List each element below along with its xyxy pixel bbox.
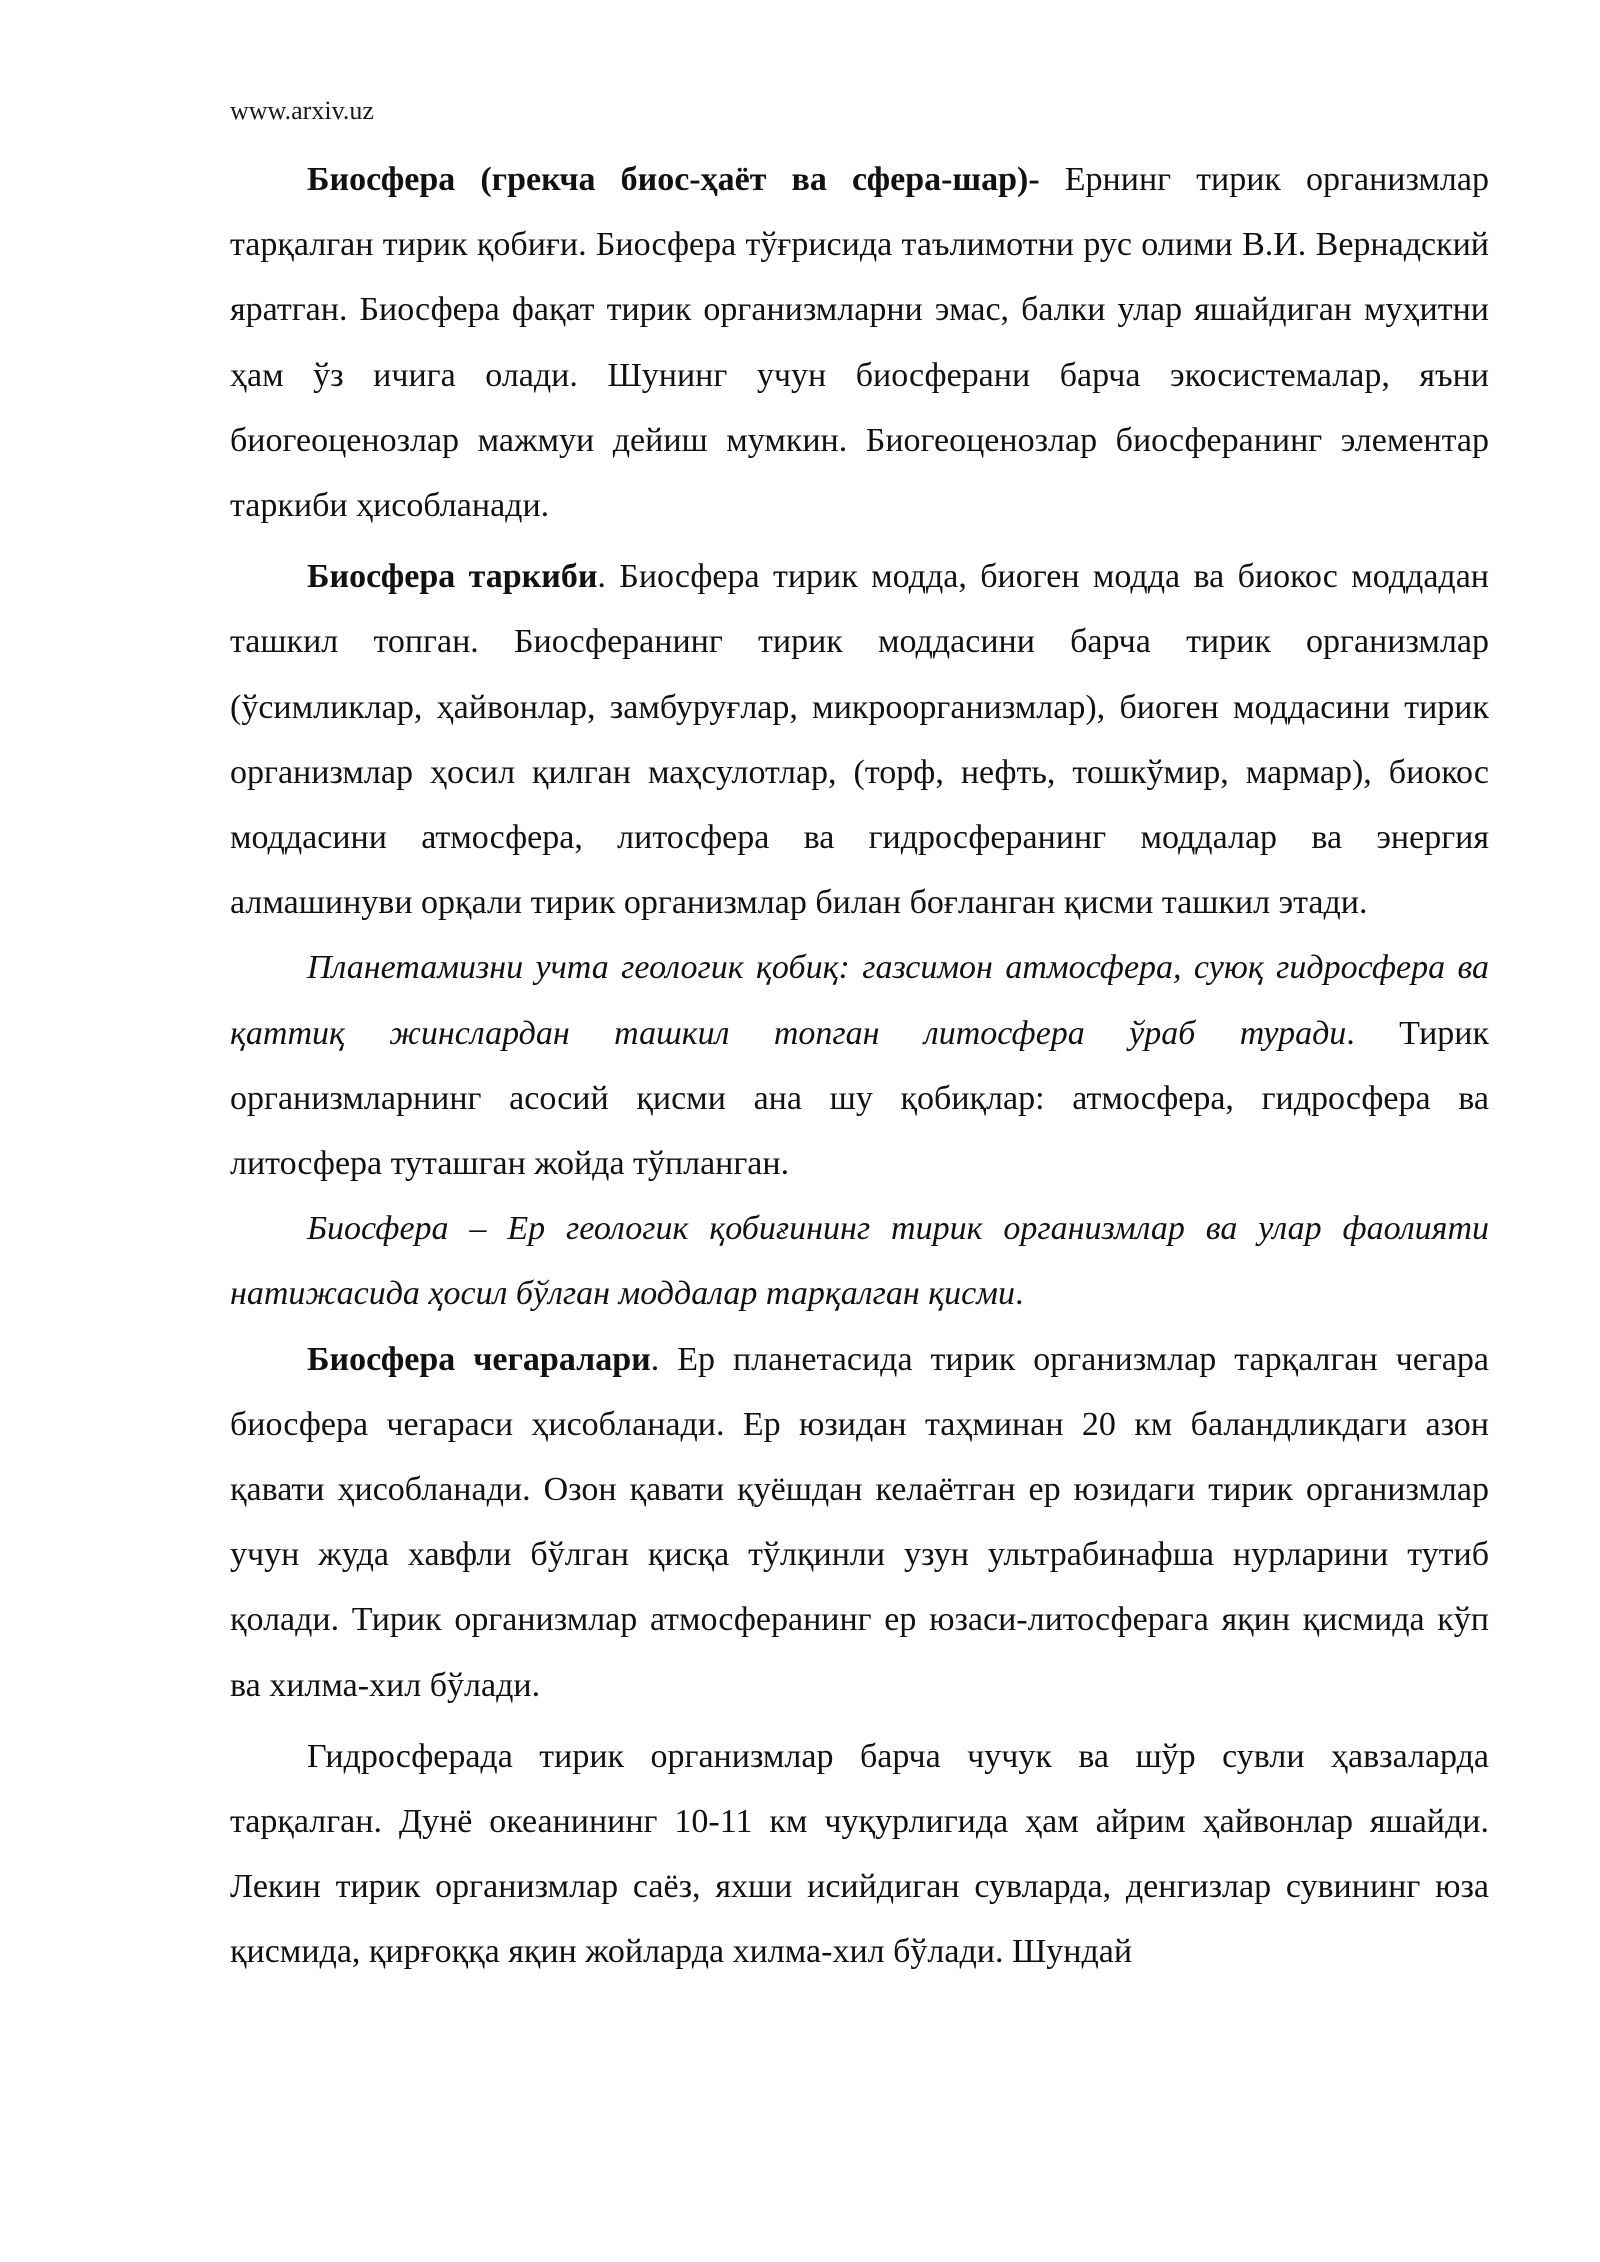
- paragraph-text: . Ер планетасида тирик организмлар тарқалган чегара биосфера чегараси ҳисобланади. Ер юзидан таҳминан 20 км баландликдаги азон қавати ҳисобланади. Озон қавати қуёшдан келаётган ер юзидаги тирик организмлар учун жуда хавфли бўлган қисқа тўлқинли узун ультрабинафша нурларини тутиб қолади. Тирик организмлар атмосферанинг ер юзаси-литосферага яқин қисмида кўп ва хилма-хил бўлади.: [230, 1340, 1489, 1704]
- paragraph-biosphere-boundaries: [230, 1327, 1489, 1718]
- italic-statement: Планетамизни учта геологик қобиқ: газсимон атмосфера, суюқ гидросфера ва қаттиқ жинслардан ташкил топган литосфера ўраб туради: [230, 949, 1489, 1052]
- paragraph-hydrosphere: [230, 1724, 1489, 1985]
- site-header[interactable]: www.arxiv.uz: [230, 96, 374, 125]
- term-biosphere-boundaries: Биосфера чегаралари: [307, 1340, 651, 1378]
- paragraph-biosphere-italic-definition: [230, 1196, 1489, 1326]
- term-biosphere: Биосфера (грекча биос-ҳаёт ва сфера-шар)-: [307, 161, 1040, 198]
- paragraph-text: .: [1014, 1275, 1024, 1313]
- term-biosphere-composition: Биосфера таркиби: [307, 558, 598, 596]
- italic-definition: Биосфера – Ер геологик қобиғининг тирик организмлар ва улар фаолияти натижасида ҳосил бўлган моддалар тарқалган қисми: [230, 1210, 1489, 1313]
- paragraph-biosphere-definition: [230, 147, 1489, 538]
- paragraph-biosphere-composition: [230, 544, 1489, 935]
- paragraph-text: . Тирик организмларнинг асосий қисми ана шу қобиқлар: атмосфера, гидросфера ва литосфера туташган жойда тўпланган.: [230, 1014, 1489, 1183]
- paragraph-text: Ернинг тирик организмлар тарқалган тирик қобиғи. Биосфера тўғрисида таълимотни рус олими В.И. Вернадский яратган. Биосфера фақат тирик организмларни эмас, балки улар яшайдиган муҳитни ҳам ўз ичига олади. Шунинг учун биосферани барча экосистемалар, яъни биогеоценозлар мажмуи дейиш мумкин. Биогеоценозлар биосферанинг элементар таркиби ҳисобланади.: [230, 161, 1489, 525]
- document-body: [230, 147, 1489, 1985]
- paragraph-geologic-shells: [230, 935, 1489, 1196]
- paragraph-text: . Биосфера тирик модда, биоген модда ва биокос моддадан ташкил топган. Биосферанинг тирик моддасини барча тирик организмлар (ўсимликлар, ҳайвонлар, замбуруғлар, микроорганизмлар), биоген моддасини тирик организмлар ҳосил қилган маҳсулотлар, (торф, нефть, тошкўмир, мармар), биокос моддасини атмосфера, литосфера ва гидросферанинг моддалар ва энергия алмашинуви орқали тирик организмлар билан боғланган қисми ташкил этади.: [230, 558, 1489, 922]
- paragraph-text: Гидросферада тирик организмлар барча чучук ва шўр сувли ҳавзаларда тарқалган. Дунё океанининг 10-11 км чуқурлигида ҳам айрим ҳайвонлар яшайди. Лекин тирик организмлар саёз, яхши исийдиган сувларда, денгизлар сувининг юза қисмида, қирғоққа яқин жойларда хилма-хил бўлади. Шундай: [230, 1737, 1489, 1971]
